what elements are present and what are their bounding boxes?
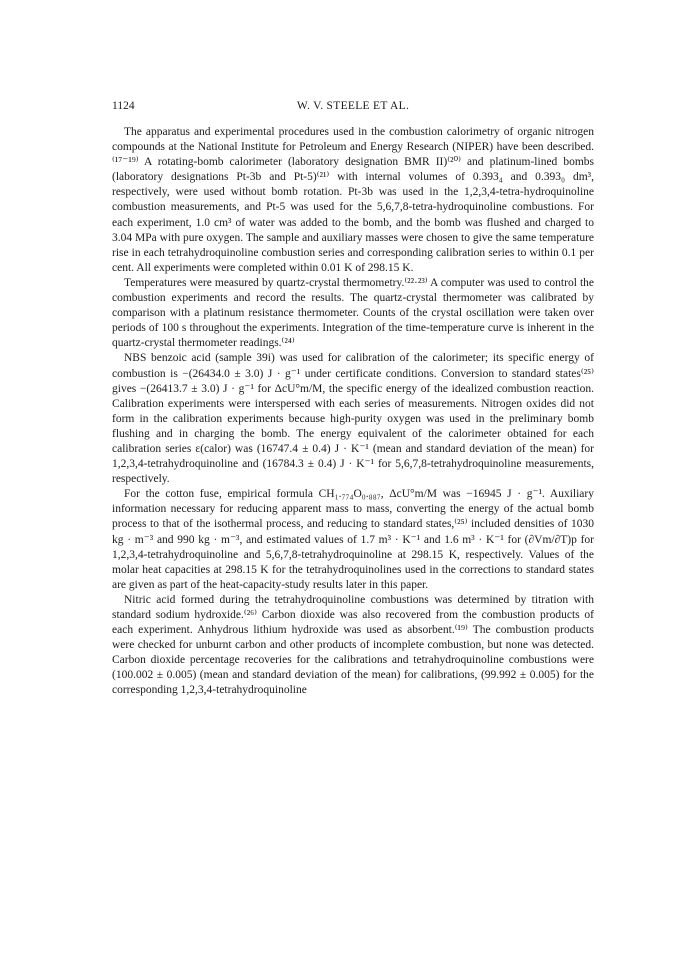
- paragraph-calibration: NBS benzoic acid (sample 39i) was used for calibration of the calorimeter; its specific energy of combustion is −(26434.0 ± 3.0) J · g⁻¹ under certificate conditions. Conversion to standard states⁽²⁵⁾ gives −(26413.7 ± 3.0) J · g⁻¹ for ΔcU°m/M, the specific energy of the idealized combustion reaction. Calibration experiments were interspersed with each series of measurements. Nitrogen oxides did not form in the calibration experiments because high-purity oxygen was used in the preliminary bomb flushing and in charging the bomb. The energy equivalent of the calorimeter obtained for each calibration series ε(calor) was (16747.4 ± 0.4) J · K⁻¹ (mean and standard deviation of the mean) for 1,2,3,4-tetrahydroquinoline and (16784.3 ± 0.4) J · K⁻¹ for 5,6,7,8-tetrahydroquinoline measurements, respectively.: [112, 352, 594, 486]
- paragraph-thermometry: Temperatures were measured by quartz-crystal thermometry.⁽²²·²³⁾ A computer was used to control the combustion experiments and record the results. The quartz-crystal thermometer was calibrated by comparison with a platinum resistance thermometer. Counts of the crystal oscillation were taken over periods of 100 s throughout the experiments. Integration of the time-temperature curve is inherent in the quartz-crystal thermometer readings.⁽²⁴⁾: [112, 276, 594, 350]
- paragraph-apparatus: The apparatus and experimental procedures used in the combustion calorimetry of organic nitrogen compounds at the National Institute for Petroleum and Energy Research (NIPER) have been described.⁽¹⁷⁻¹⁹⁾ A rotating-bomb calorimeter (laboratory designation BMR II)⁽²⁰⁾ and platinum-lined bombs (laboratory designations Pt-3b and Pt-5)⁽²¹⁾ with internal volumes of 0.393₄ and 0.393₀ dm³, respectively, were used without bomb rotation. Pt-3b was used in the 1,2,3,4-tetra-hydroquinoline combustion measurements, and Pt-5 was used for the 5,6,7,8-tetra-hydroquinoline combustions. For each experiment, 1.0 cm³ of water was added to the bomb, and the bomb was flushed and charged to 3.04 MPa with pure oxygen. The sample and auxiliary masses were chosen to give the same temperature rise in each tetrahydroquinoline combustion series and corresponding calibration series to within 0.1 per cent. All experiments were completed within 0.01 K of 298.15 K.: [112, 126, 594, 274]
- running-title: W. V. STEELE ET AL.: [296, 100, 410, 112]
- page-header: [112, 100, 594, 118]
- paragraph-cotton-fuse: For the cotton fuse, empirical formula CH₁.₇₇₄O₀.₈₈₇, ΔcU°m/M was −16945 J · g⁻¹. Auxiliary information necessary for reducing apparent mass to mass, converting the energy of the actual bomb process to that of the isothermal process, and reducing to standard states,⁽²⁵⁾ included densities of 1030 kg · m⁻³ and 990 kg · m⁻³, and estimated values of 1.7 m³ · K⁻¹ and 1.6 m³ · K⁻¹ for (∂Vm/∂T)p for 1,2,3,4-tetrahydroquinoline and 5,6,7,8-tetrahydroquinoline at 298.15 K, respectively. Values of the molar heat capacities at 298.15 K for the tetrahydroquinolines used in the corrections to standard states are given as part of the heat-capacity-study results later in this paper.: [112, 488, 594, 591]
- page-number: 1124: [112, 100, 135, 112]
- body-text: [112, 125, 594, 699]
- paragraph-nitric-acid: Nitric acid formed during the tetrahydroquinoline combustions was determined by titration with standard sodium hydroxide.⁽²⁶⁾ Carbon dioxide was also recovered from the combustion products of each experiment. Anhydrous lithium hydroxide was used as absorbent.⁽¹⁹⁾ The combustion products were checked for unburnt carbon and other products of incomplete combustion, but none was detected. Carbon dioxide percentage recoveries for the calibrations and tetrahydroquinoline combustions were (100.002 ± 0.005) (mean and standard deviation of the mean) for calibrations, (99.992 ± 0.005) for the corresponding 1,2,3,4-tetrahydroquinoline: [112, 593, 594, 697]
